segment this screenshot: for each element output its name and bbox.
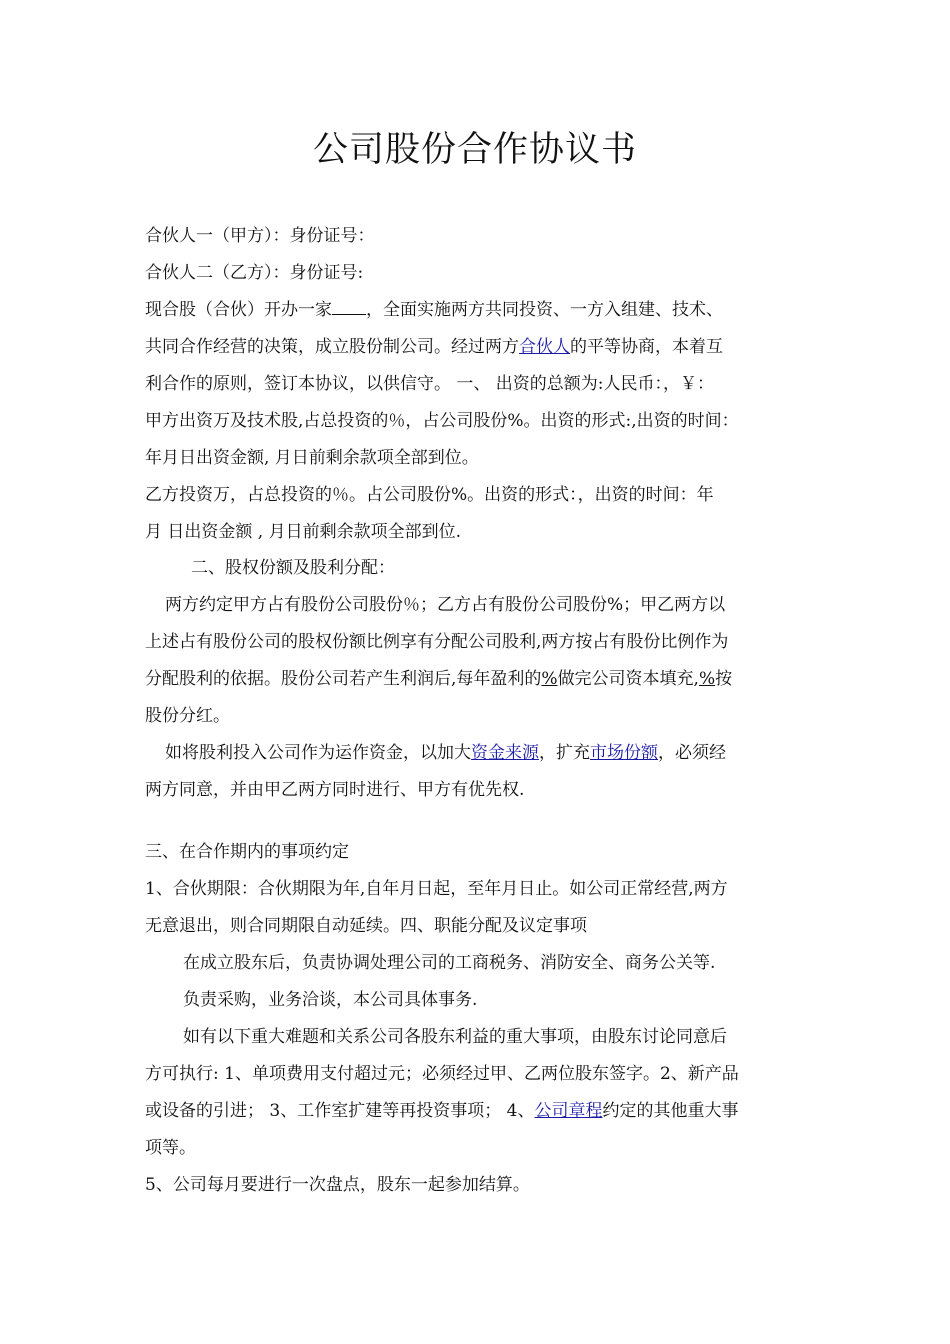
text-segment: 或设备的引进； 3、工作室扩建等再投资事项； 4、 xyxy=(145,1101,535,1121)
percent-blank: % xyxy=(698,669,716,689)
text-segment: 分配股利的依据。股份公司若产生利润后,每年盈利的 xyxy=(145,669,542,689)
inventory-line: 5、公司每月要进行一次盘点，股东一起参加结算。 xyxy=(145,1175,530,1195)
text-segment: 按 xyxy=(715,669,733,689)
text-segment: 现合股（合伙）开办一家 xyxy=(145,300,332,320)
text-segment: 共同合作经营的决策，成立股份制公司。经过两方 xyxy=(145,337,519,357)
reinvest-line-2: 两方同意，并由甲乙两方同时进行、甲方有优先权. xyxy=(145,780,525,800)
partner-two-line: 合伙人二（乙方）：身份证号: xyxy=(145,263,364,283)
major-matters-line-3 xyxy=(145,1093,817,1130)
market-share-link[interactable]: 市场份额 xyxy=(590,743,658,763)
section-two-heading: 二、股权份额及股利分配： xyxy=(191,558,395,578)
text-segment: ，全面实施两方共同投资、一方入组建、技术、 xyxy=(366,300,723,320)
party-a-investment-line-1: 甲方出资万及技术股,占总投资的％，占公司股份%。出资的形式:,出资的时间： xyxy=(145,411,739,431)
reinvest-line-1 xyxy=(145,735,817,772)
blank-field xyxy=(332,300,366,315)
duty-line-2: 负责采购，业务洽谈，本公司具体事务. xyxy=(183,990,478,1010)
intro-line-1 xyxy=(145,292,817,329)
term-line-1: 1、合伙期限：合伙期限为年,自年月日起，至年月日止。如公司正常经营,两方 xyxy=(145,879,728,899)
text-segment: ，扩充 xyxy=(539,743,590,763)
percent-blank: % xyxy=(541,669,558,689)
equity-line-3 xyxy=(145,661,817,698)
equity-line-2: 上述占有股份公司的股权份额比例享有分配公司股利,两方按占有股份比例作为 xyxy=(145,632,729,652)
party-a-investment-line-2: 年月日出资金额, 月日前剩余款项全部到位。 xyxy=(145,448,479,468)
duty-line-1: 在成立股东后，负责协调处理公司的工商税务、消防安全、商务公关等. xyxy=(183,953,716,973)
intro-line-2 xyxy=(145,329,817,366)
text-segment: ，必须经 xyxy=(658,743,726,763)
partner-link[interactable]: 合伙人 xyxy=(519,337,570,357)
party-b-investment-line-2: 月 日出资金额 , 月日前剩余款项全部到位. xyxy=(145,522,462,542)
party-b-investment-line-1: 乙方投资万，占总投资的％。占公司股份%。出资的形式：，出资的时间：年 xyxy=(145,485,714,505)
text-segment: 做完公司资本填充, xyxy=(557,669,699,689)
major-matters-line-4: 项等。 xyxy=(145,1138,196,1158)
major-matters-line-2: 方可执行: 1、单项费用支付超过元；必须经过甲、乙两位股东签字。2、新产品 xyxy=(145,1064,739,1084)
equity-line-4: 股份分红。 xyxy=(145,706,230,726)
capital-source-link[interactable]: 资金来源 xyxy=(471,743,539,763)
text-segment: 约定的其他重大事 xyxy=(602,1101,739,1121)
partner-one-line: 合伙人一（甲方）：身份证号： xyxy=(145,226,375,246)
term-and-duties-section xyxy=(145,834,817,1204)
text-segment: 如将股利投入公司作为运作资金，以加大 xyxy=(165,743,471,763)
text-segment: 的平等协商，本着互 xyxy=(570,337,723,357)
equity-section xyxy=(145,550,817,809)
major-matters-line-1: 如有以下重大难题和关系公司各股东利益的重大事项，由股东讨论同意后 xyxy=(183,1027,727,1047)
intro-line-3: 利合作的原则，签订本协议，以供信守。 一、 出资的总额为:人民币：，￥： xyxy=(145,374,715,394)
section-three-heading: 三、在合作期内的事项约定 xyxy=(145,842,349,862)
company-charter-link[interactable]: 公司章程 xyxy=(534,1101,603,1121)
parties-and-capital-section xyxy=(145,218,817,551)
document-title: 公司股份合作协议书 xyxy=(312,130,637,170)
equity-line-1: 两方约定甲方占有股份公司股份％；乙方占有股份公司股份%；甲乙两方以 xyxy=(165,595,726,615)
term-line-2: 无意退出，则合同期限自动延续。四、职能分配及议定事项 xyxy=(145,916,587,936)
